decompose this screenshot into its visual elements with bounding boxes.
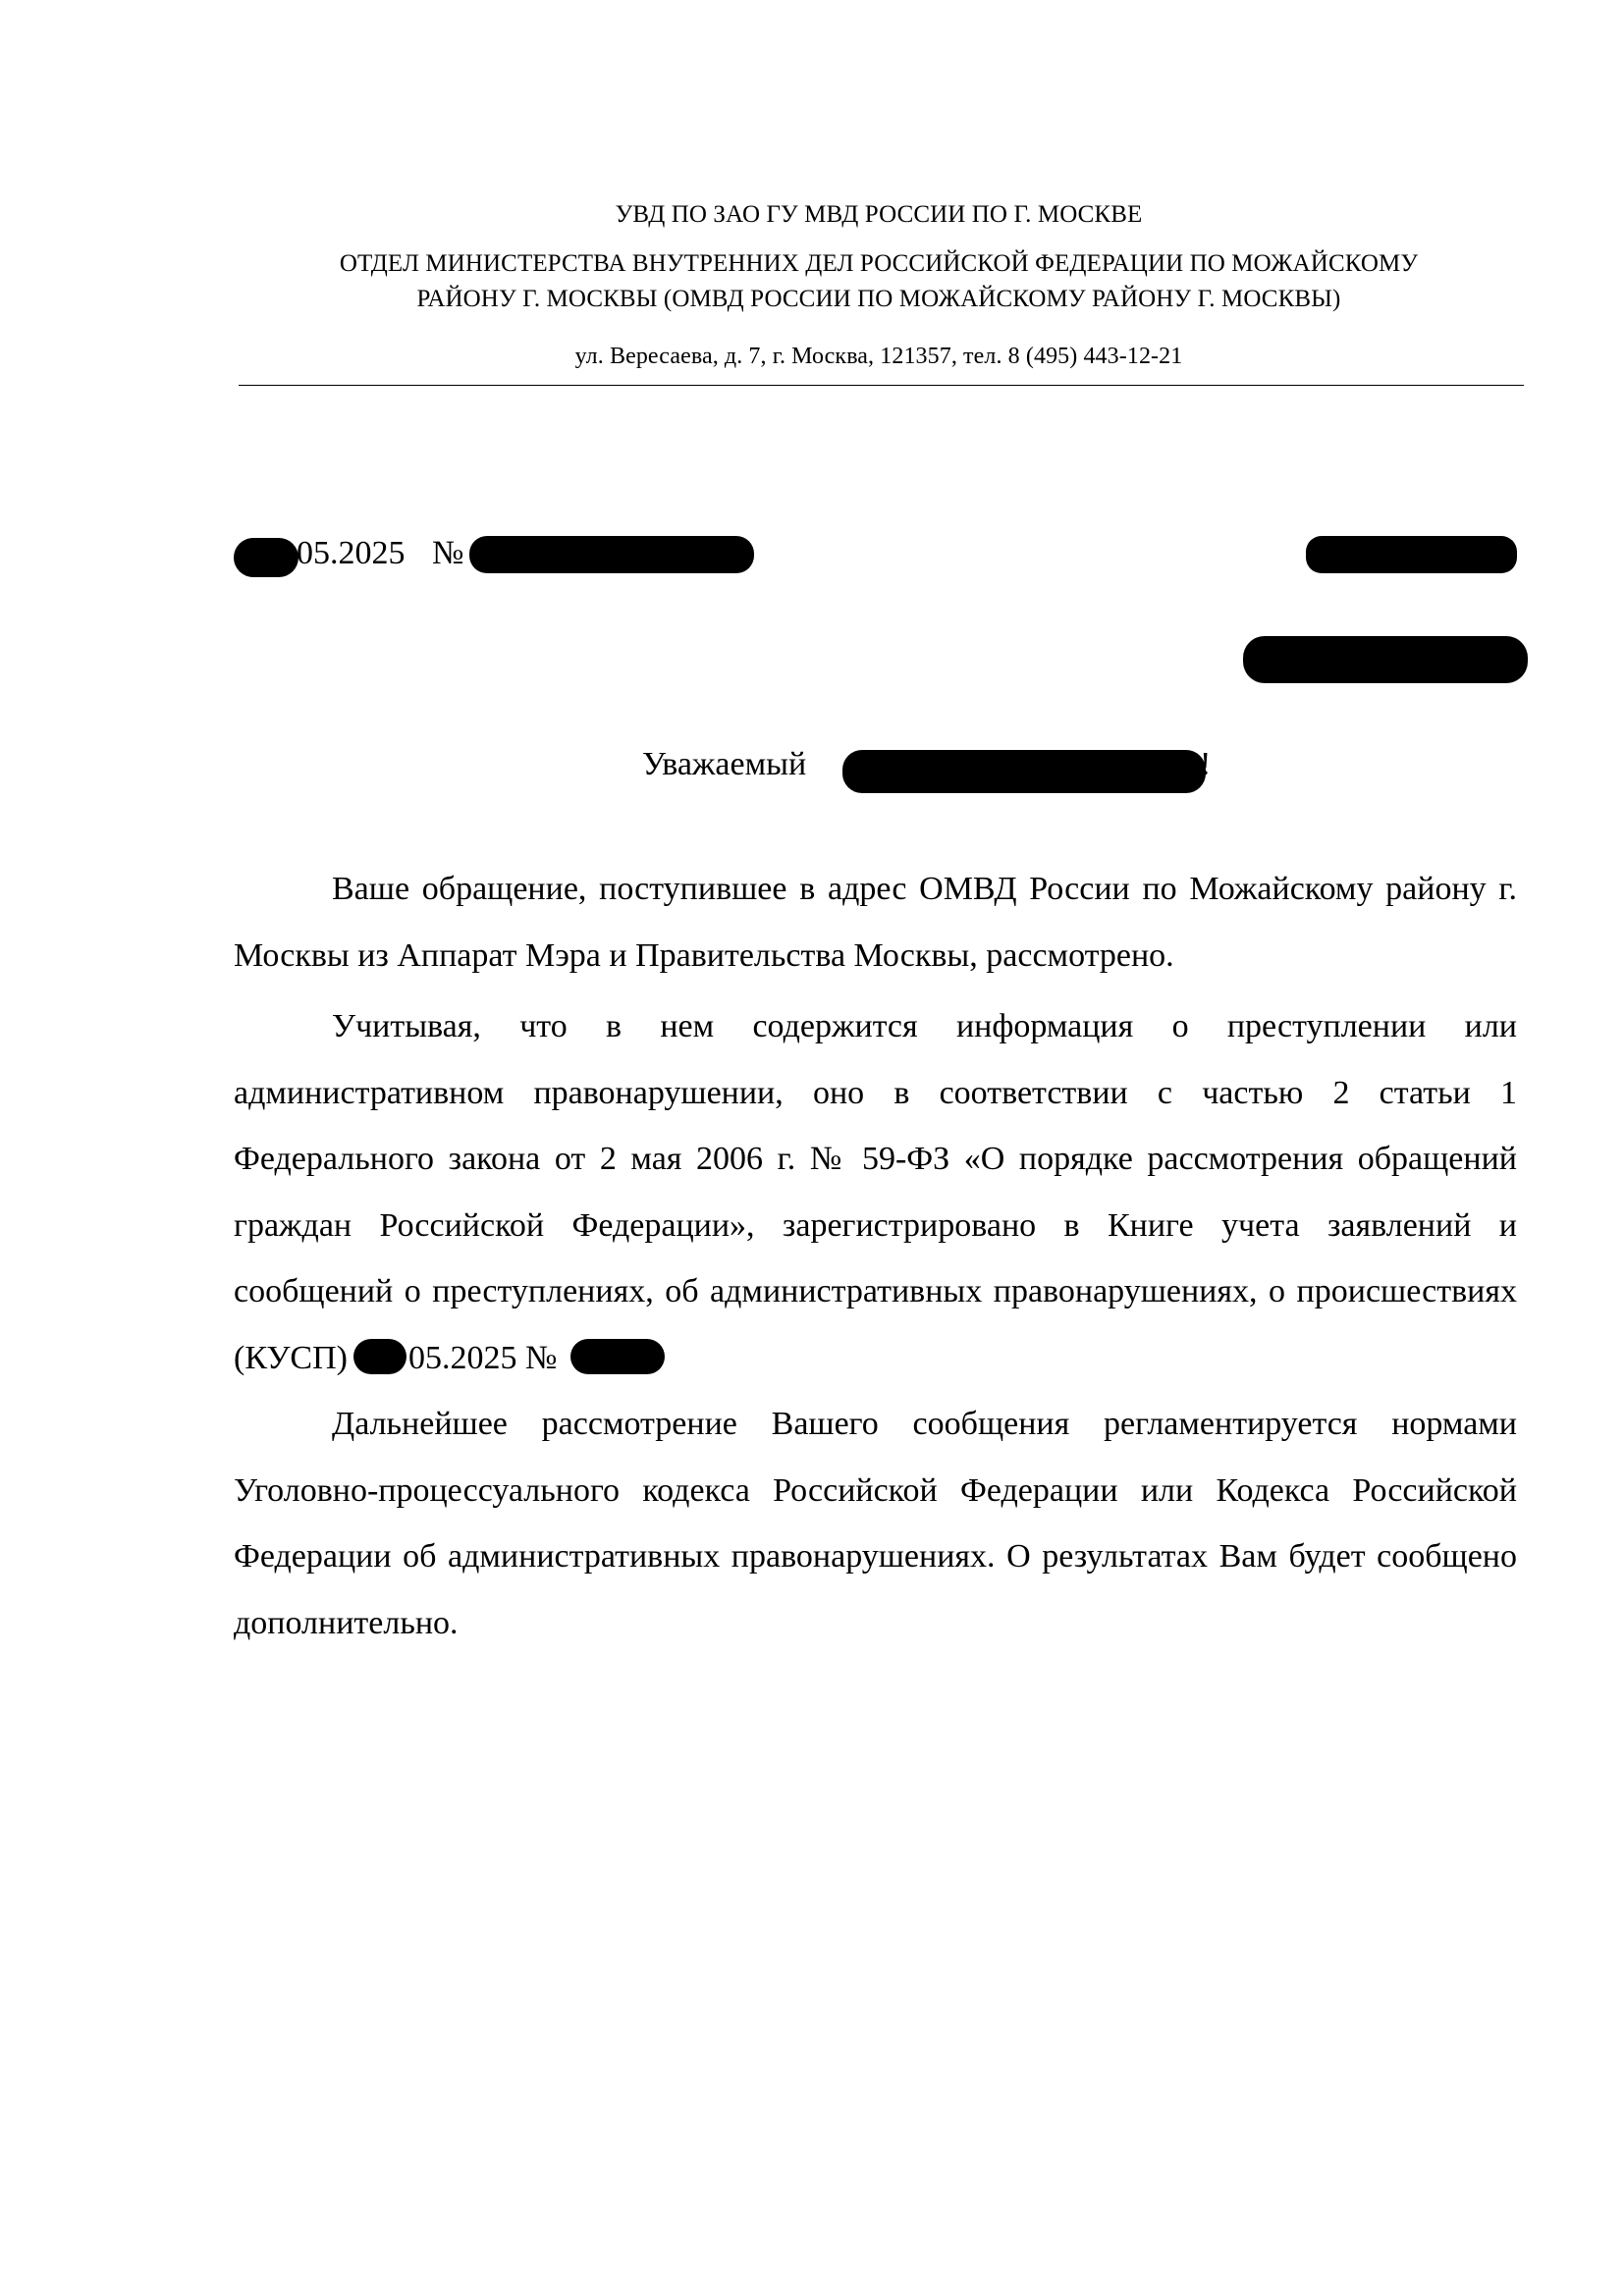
greeting-exclamation: ! xyxy=(1200,746,1212,782)
doc-date: 05.2025 xyxy=(297,535,406,571)
redacted-kusp-day xyxy=(353,1339,406,1374)
paragraph-2 xyxy=(234,993,1517,1391)
org-parent-heading: УВД ПО ЗАО ГУ МВД РОССИИ ПО Г. МОСКВЕ xyxy=(615,201,1143,228)
kusp-date: 05.2025 № xyxy=(407,1339,558,1376)
greeting-prefix: Уважаемый xyxy=(642,746,807,782)
redacted-recipient-address xyxy=(1243,636,1528,683)
org-name-heading xyxy=(236,246,1522,317)
redacted-doc-number xyxy=(469,536,754,573)
paragraph-3: Дальнейшее рассмотрение Вашего сообщения регламентируется нормами Уголовно-процессуального кодекса Российской Федерации или Кодекса Российской Федерации об административных правонарушениях. О результатах Вам будет сообщено дополнительно. xyxy=(234,1406,1517,1641)
doc-number-sign: № xyxy=(432,535,464,571)
paragraph-1: Ваше обращение, поступившее в адрес ОМВД России по Можайскому району г. Москвы из Аппарат Мэра и Правительства Москвы, рассмотрено. xyxy=(234,871,1517,974)
redacted-recipient-name xyxy=(1306,536,1517,573)
paragraph-2-text: Учитывая, что в нем содержится информация о преступлении или административном правонарушении, оно в соответствии с частью 2 статьи 1 Федерального закона от 2 мая 2006 г. № 59-ФЗ «О порядке рассмотрения обращений граждан Российской Федерации», зарегистрировано в Книге учета заявлений и сообщений о преступлениях, об административных правонарушениях, о происшествиях (КУСП) xyxy=(234,1008,1517,1376)
org-name-line-1: ОТДЕЛ МИНИСТЕРСТВА ВНУТРЕННИХ ДЕЛ РОССИЙСКОЙ ФЕДЕРАЦИИ ПО МОЖАЙСКОМУ xyxy=(339,250,1419,277)
redacted-day xyxy=(234,538,298,577)
org-address: ул. Вересаева, д. 7, г. Москва, 121357, тел. 8 (495) 443-12-21 xyxy=(574,344,1183,369)
header-divider xyxy=(239,385,1524,386)
org-name-line-2: РАЙОНУ Г. МОСКВЫ (ОМВД РОССИИ ПО МОЖАЙСКОМУ РАЙОНУ Г. МОСКВЫ) xyxy=(416,286,1341,312)
letter-body xyxy=(234,856,1517,1656)
redacted-addressee-name xyxy=(842,750,1206,793)
redacted-kusp-number xyxy=(570,1339,665,1374)
